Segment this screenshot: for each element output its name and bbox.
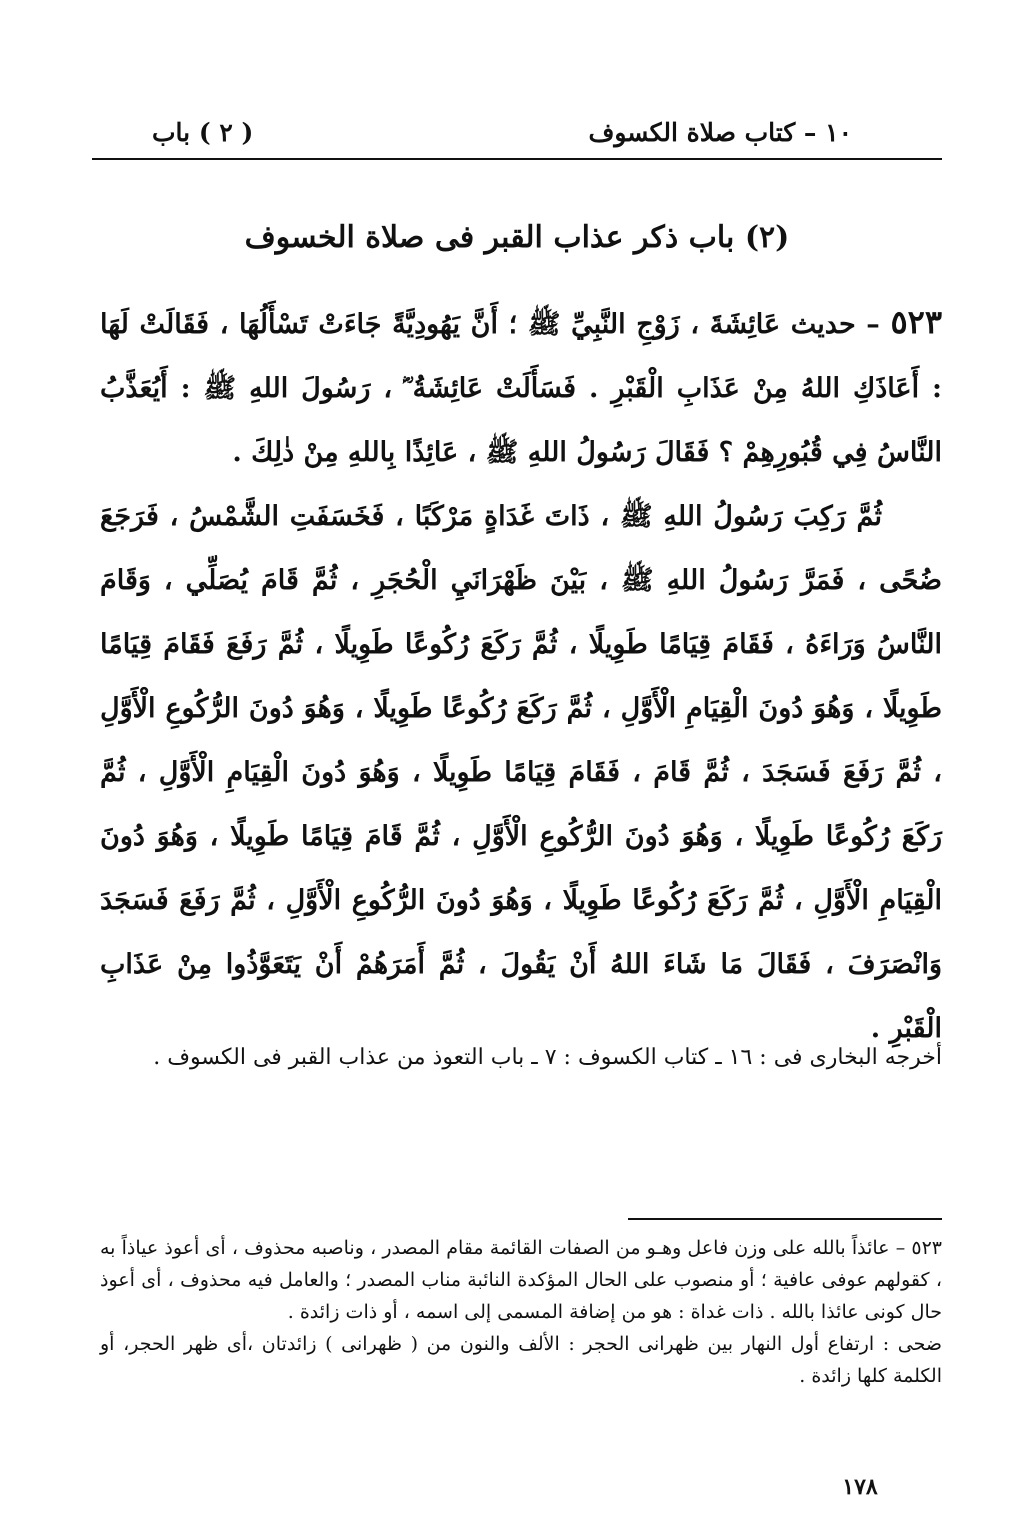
footnotes [100, 1232, 942, 1392]
footnote-divider [628, 1218, 942, 1220]
footnote-line: ضحى : ارتفاع أول النهار بين ظهرانى الحجر : الألف والنون من ( ظهرانى ) زائدتان ،أى ظهر الحجر، أو الكلمة كلها زائدة . [100, 1333, 942, 1387]
chapter-title: (٢) باب ذكر عذاب القبر فى صلاة الخسوف [244, 220, 790, 255]
running-header [92, 118, 942, 158]
hadith-text-1: – حديث عَائِشَةَ ، زَوْجِ النَّبِيِّ ﷺ ؛ أَنَّ يَهُودِيَّةً جَاءَتْ تَسْأَلُهَا ، فَقَالَتْ لَهَا : أَعَاذَكِ اللهُ مِنْ عَذَابِ الْقَبْرِ . فَسَأَلَتْ عَائِشَةُ ؓ ، رَسُولَ اللهِ ﷺ : أَيُعَذَّبُ النَّاسُ فِي قُبُورِهِمْ ؟ فَقَالَ رَسُولُ اللهِ ﷺ ، عَائِذًا بِاللهِ مِنْ ذٰلِكَ . [100, 309, 942, 468]
hadith-paragraph-1 [100, 290, 942, 485]
header-book-title: ١٠ – كتاب صلاة الكسوف [588, 118, 852, 147]
footnote-line: ٥٢٣ – عائذاً بالله على وزن فاعل وهـو من الصفات القائمة مقام المصدر ، وناصبه محذوف ، أى أعوذ عياذاً به ، كقولهم عوفى عافية ؛ أو منصوب على الحال المؤكدة النائبة مناب المصدر ؛ والعامل فيه محذوف ، أى أعوذ حال كونى عائذا بالله . ذات غداة : هو من إضافة المسمى إلى اسمه ، أو ذات زائدة . [100, 1237, 943, 1323]
hadith-number: ٥٢٣ [890, 303, 942, 341]
hadith-body [100, 290, 942, 1061]
header-divider [92, 158, 942, 160]
hadith-source: أخرجه البخارى فى : ١٦ ـ كتاب الكسوف : ٧ ـ باب التعوذ من عذاب القبر فى الكسوف . [153, 1045, 942, 1070]
header-chapter-label: ( ٢ ) باب [152, 118, 254, 147]
page-number: ١٧٨ [842, 1474, 878, 1500]
hadith-paragraph-2: ثُمَّ رَكِبَ رَسُولُ اللهِ ﷺ ، ذَاتَ غَدَاةٍ مَرْكَبًا ، فَخَسَفَتِ الشَّمْسُ ، فَرَجَعَ ضُحًى ، فَمَرَّ رَسُولُ اللهِ ﷺ ، بَيْنَ ظَهْرَانَيِ الْحُجَرِ ، ثُمَّ قَامَ يُصَلِّي ، وَقَامَ النَّاسُ وَرَاءَهُ ، فَقَامَ قِيَامًا طَوِيلًا ، ثُمَّ رَكَعَ رُكُوعًا طَوِيلًا ، ثُمَّ رَفَعَ فَقَامَ قِيَامًا طَوِيلًا ، وَهُوَ دُونَ الْقِيَامِ الْأَوَّلِ ، ثُمَّ رَكَعَ رُكُوعًا طَوِيلًا ، وَهُوَ دُونَ الرُّكُوعِ الْأَوَّلِ ، ثُمَّ رَفَعَ فَسَجَدَ ، ثُمَّ قَامَ ، فَقَامَ قِيَامًا طَوِيلًا ، وَهُوَ دُونَ الْقِيَامِ الْأَوَّلِ ، ثُمَّ رَكَعَ رُكُوعًا طَوِيلًا ، وَهُوَ دُونَ الرُّكُوعِ الْأَوَّلِ ، ثُمَّ قَامَ قِيَامًا طَوِيلًا ، وَهُوَ دُونَ الْقِيَامِ الْأَوَّلِ ، ثُمَّ رَكَعَ رُكُوعًا طَوِيلًا ، وَهُوَ دُونَ الرُّكُوعِ الْأَوَّلِ ، ثُمَّ رَفَعَ فَسَجَدَ وَانْصَرَفَ ، فَقَالَ مَا شَاءَ اللهُ أَنْ يَقُولَ ، ثُمَّ أَمَرَهُمْ أَنْ يَتَعَوَّذُوا مِنْ عَذَابِ الْقَبْرِ . [100, 501, 942, 1044]
